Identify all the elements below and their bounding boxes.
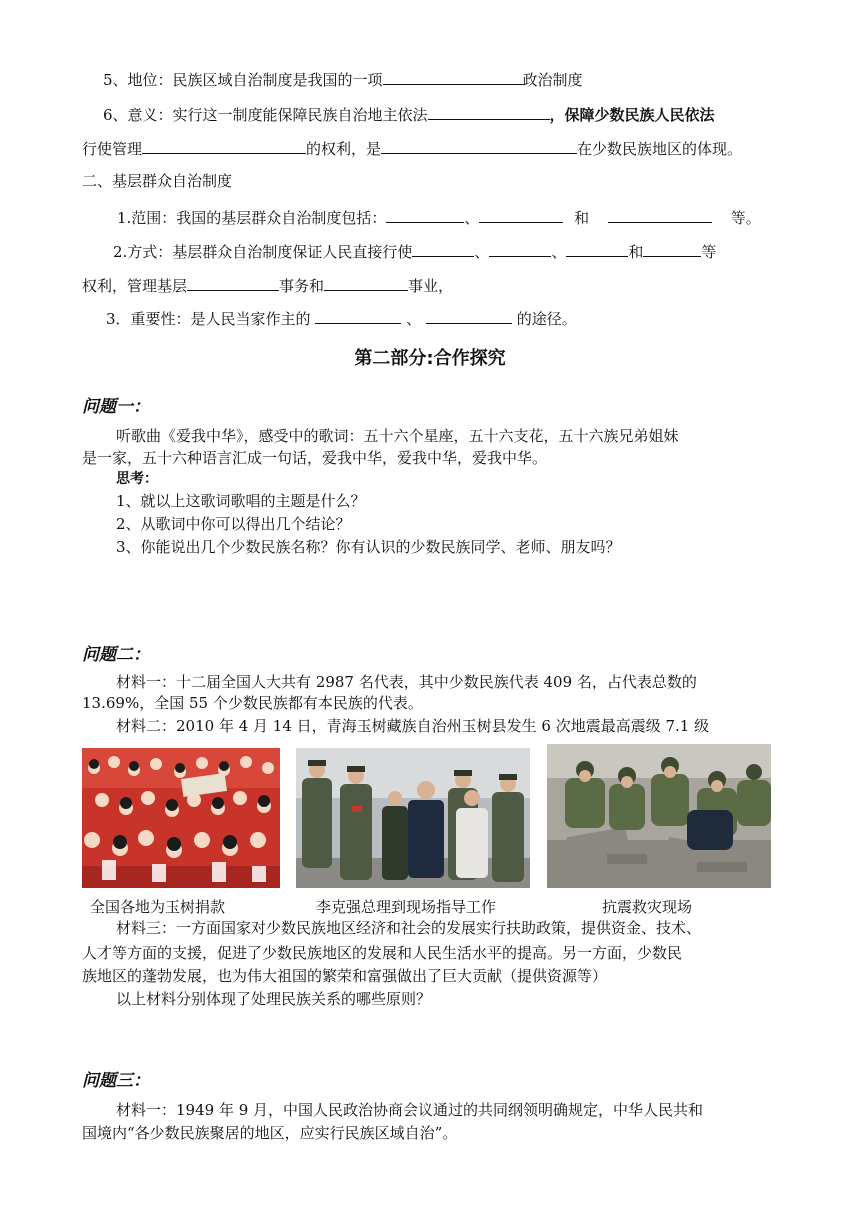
q3-material1-line1: 材料一：1949 年 9 月，中国人民政治协商会议通过的共同纲领明确规定，中华人民共和 — [116, 1101, 704, 1119]
q1-question-1: 1、就以上这歌词歌唱的主题是什么？ — [116, 492, 366, 510]
answer-blank[interactable] — [412, 240, 474, 257]
answer-blank[interactable] — [479, 206, 563, 223]
answer-blank[interactable] — [426, 307, 512, 324]
photo-donation-crowd — [82, 748, 280, 888]
caption-rescue: 抗震救灾现场 — [602, 898, 693, 916]
q3-material1-line2: 国境内“各少数民族聚居的地区，应实行民族区域自治”。 — [82, 1124, 458, 1142]
answer-blank[interactable] — [489, 240, 551, 257]
q1-paragraph-line2: 是一家，五十六种语言汇成一句话，爱我中华，爱我中华，爱我中华。 — [82, 449, 548, 467]
item5-line: 5、地位：民族区域自治制度是我国的一项 政治制度 — [103, 68, 583, 90]
question1-title: 问题一： — [82, 397, 150, 417]
question3-title: 问题三： — [82, 1071, 150, 1091]
think-label: 思考： — [116, 471, 158, 487]
section2-heading: 二、基层群众自治制度 — [82, 172, 233, 190]
question2-title: 问题二： — [82, 645, 150, 665]
answer-blank[interactable] — [315, 307, 401, 324]
s2-item1-line: 1.范围：我国的基层群众自治制度包括： 、 和 等。 — [117, 206, 761, 228]
answer-blank[interactable] — [428, 103, 550, 120]
q2-material3-line1: 材料三：一方面国家对少数民族地区经济和社会的发展实行扶助政策，提供资金、技术、 — [116, 919, 702, 937]
s2-item2-line2: 权利，管理基层 事务和 事业， — [82, 274, 453, 296]
q1-paragraph-line1: 听歌曲《爱我中华》，感受中的歌词：五十六个星座，五十六支花，五十六族兄弟姐妹 — [116, 427, 679, 445]
caption-premier: 李克强总理到现场指导工作 — [316, 898, 497, 916]
s2-item2-line: 2.方式：基层群众自治制度保证人民直接行使 、 、 和 等 — [113, 240, 716, 262]
part2-heading: 第二部分:合作探究 — [354, 348, 506, 369]
s2-item3-line: 3．重要性：是人民当家作主的 、 的途径。 — [106, 307, 577, 329]
photo-rescue-scene — [547, 744, 771, 888]
q1-question-2: 2、从歌词中你可以得出几个结论？ — [116, 515, 351, 533]
q2-material1-line2: 13.69%，全国 55 个少数民族都有本民族的代表。 — [82, 694, 423, 712]
answer-blank[interactable] — [643, 240, 701, 257]
answer-blank[interactable] — [383, 68, 523, 85]
item6-line2: 行使管理 的权利，是 在少数民族地区的体现。 — [82, 137, 742, 159]
q2-material2: 材料二：2010 年 4 月 14 日，青海玉树藏族自治州玉树县发生 6 次地震最高震级 7.1 级 — [116, 717, 710, 735]
answer-blank[interactable] — [566, 240, 628, 257]
q1-question-3: 3、你能说出几个少数民族名称？你有认识的少数民族同学、老师、朋友吗？ — [116, 538, 621, 556]
answer-blank[interactable] — [381, 137, 577, 154]
answer-blank[interactable] — [324, 274, 408, 291]
item6-line: 6、意义：实行这一制度能保障民族自治地主依法 ，保障少数民族人民依法 — [103, 103, 715, 125]
answer-blank[interactable] — [187, 274, 279, 291]
caption-donation: 全国各地为玉树捐款 — [90, 898, 226, 916]
q2-material3-line2: 人才等方面的支援，促进了少数民族地区的发展和人民生活水平的提高。另一方面，少数民 — [82, 944, 683, 962]
q2-material1-line1: 材料一：十二届全国人大共有 2987 名代表，其中少数民族代表 409 名，占代表总数的 — [116, 673, 697, 691]
answer-blank[interactable] — [608, 206, 712, 223]
q2-ask: 以上材料分别体现了处理民族关系的哪些原则？ — [116, 990, 432, 1008]
photo-premier-visit — [296, 748, 530, 888]
answer-blank[interactable] — [142, 137, 306, 154]
q2-material3-line3: 族地区的蓬勃发展，也为伟大祖国的繁荣和富强做出了巨大贡献（提供资源等） — [82, 967, 608, 985]
answer-blank[interactable] — [386, 206, 464, 223]
